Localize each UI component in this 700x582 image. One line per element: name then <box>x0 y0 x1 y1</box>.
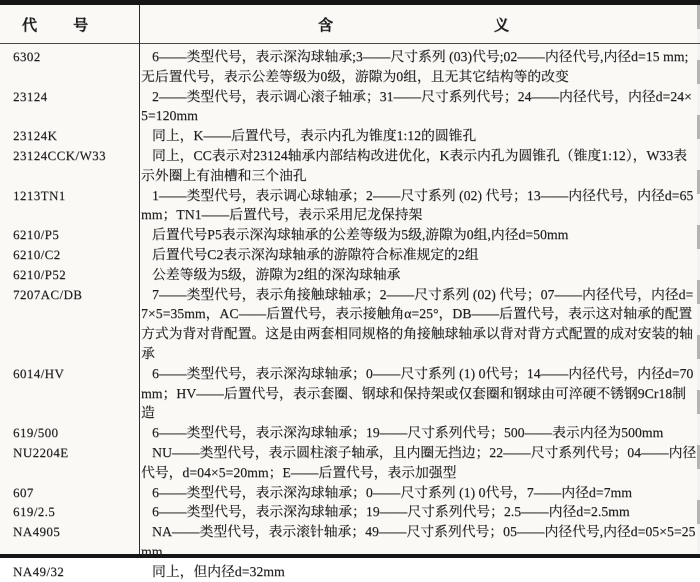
table-row <box>0 483 700 503</box>
bearing-code-cell: 619/2.5 <box>13 504 56 520</box>
bearing-meaning-cell: 后置代号C2表示深沟球轴承的游隙符合标准规定的2组 <box>152 246 479 262</box>
bearing-meaning-cell: 6——类型代号，表示深沟球轴承;3——尺寸系列 (03)代号;02——内径代号,内径d=15 mm;无后置代号，表示公差等级为0级，游隙为0组，且无其它结构等的改变 <box>141 49 689 84</box>
table-row <box>0 126 700 146</box>
table-row <box>0 443 700 483</box>
bearing-meaning-cell: NU——类型代号，表示圆柱滚子轴承，且内圈无挡边；22——尺寸系列代号；04——内径代号，d=04×5=20mm；E——后置代号，表示加强型 <box>141 444 697 480</box>
table-row <box>0 245 700 265</box>
bearing-code-cell: NA49/32 <box>13 563 65 579</box>
table-header-row <box>0 5 700 44</box>
header-code-char-2: 号 <box>73 17 89 34</box>
table-row <box>0 522 700 562</box>
table-row <box>0 87 700 127</box>
header-code-char-1: 代 <box>22 17 38 34</box>
table-row <box>0 502 700 522</box>
table-row <box>0 186 700 226</box>
bearing-code-cell: 23124 <box>13 88 48 104</box>
bearing-meaning-cell: 6——类型代号，表示深沟球轴承；19——尺寸系列代号；500——表示内径为500mm <box>152 425 664 441</box>
header-meaning-char-2: 义 <box>494 17 510 34</box>
bearing-meaning-cell: 后置代号P5表示深沟球轴承的公差等级为5级,游隙为0组,内径d=50mm <box>152 227 569 243</box>
bearing-code-cell: 6210/P52 <box>13 266 67 282</box>
bearing-meaning-cell: 公差等级为5级，游隙为2组的深沟球轴承 <box>152 266 401 282</box>
table-row <box>0 146 700 186</box>
bearing-code-cell: 7207AC/DB <box>13 286 83 302</box>
bearing-meaning-cell: NA——类型代号，表示滚针轴承；49——尺寸系列代号；05——内径代号,内径d=05×5=25mm <box>141 524 696 559</box>
table-row <box>0 285 700 364</box>
bearing-meaning-cell: 1——类型代号，表示调心球轴承；2——尺寸系列 (02) 代号；13——内径代号，内径d=65mm；TN1——后置代号，表示采用尼龙保持架 <box>141 187 694 223</box>
bearing-code-cell: 619/500 <box>13 425 59 441</box>
column-header-meaning <box>139 5 700 43</box>
bearing-code-cell: 6014/HV <box>13 365 65 381</box>
bearing-code-cell: 23124CCK/W33 <box>13 147 106 163</box>
bearing-code-cell: 23124K <box>13 128 58 144</box>
table-row <box>0 562 700 582</box>
bearing-meaning-cell: 同上，CC表示对23124轴承内部结构改进优化，K表示内孔为圆锥孔（锥度1:12），W33表示外圈上有油槽和三个油孔 <box>141 147 688 183</box>
header-meaning-char-1: 含 <box>318 17 334 34</box>
bearing-meaning-cell: 同上，K——后置代号，表示内孔为锥度1:12的圆锥孔 <box>152 128 477 144</box>
table-body <box>0 44 700 582</box>
bearing-meaning-cell: 同上，但内径d=32mm <box>152 563 285 579</box>
bearing-code-cell: NU2204E <box>13 444 69 460</box>
table-row <box>0 364 700 423</box>
table-row <box>0 265 700 285</box>
bearing-meaning-cell: 6——类型代号，表示深沟球轴承；0——尺寸系列 (1) 0代号；14——内径代号，内径d=70mm；HV——后置代号，表示套圈、钢球和保持架或仅套圈和钢球由可淬硬不锈钢9Cr18制造 <box>141 365 694 421</box>
bearing-meaning-cell: 2——类型代号，表示调心滚子轴承；31——尺寸系列代号；24——内径代号，内径d=24×5=120mm <box>141 88 692 124</box>
bearing-code-cell: 6302 <box>13 49 41 64</box>
table-row <box>0 225 700 245</box>
bearing-code-cell: 607 <box>13 484 34 500</box>
table-row <box>0 423 700 443</box>
bearing-code-cell: NA4905 <box>13 524 61 540</box>
table-row <box>0 47 700 87</box>
bearing-code-cell: 6210/P5 <box>13 227 60 243</box>
bearing-meaning-cell: 6——类型代号，表示深沟球轴承；0——尺寸系列 (1) 0代号，7——内径d=7mm <box>152 484 632 500</box>
bearing-code-cell: 1213TN1 <box>13 187 66 203</box>
column-header-code <box>0 5 139 43</box>
bearing-code-cell: 6210/C2 <box>13 246 61 262</box>
bearing-meaning-cell: 6——类型代号，表示深沟球轴承；19——尺寸系列代号；2.5——内径d=2.5mm <box>152 504 630 520</box>
bearing-meaning-cell: 7——类型代号，表示角接触球轴承；2——尺寸系列 (02) 代号；07——内径代号，内径d=7×5=35mm，AC——后置代号，表示接触角α=25°，DB——后置代号，表示这对轴承的配置方式为背对背配置。这是由两套相同规格的角接触球轴承以背对背方式配置的成对安装的轴承 <box>141 286 694 361</box>
column-divider <box>139 5 140 554</box>
